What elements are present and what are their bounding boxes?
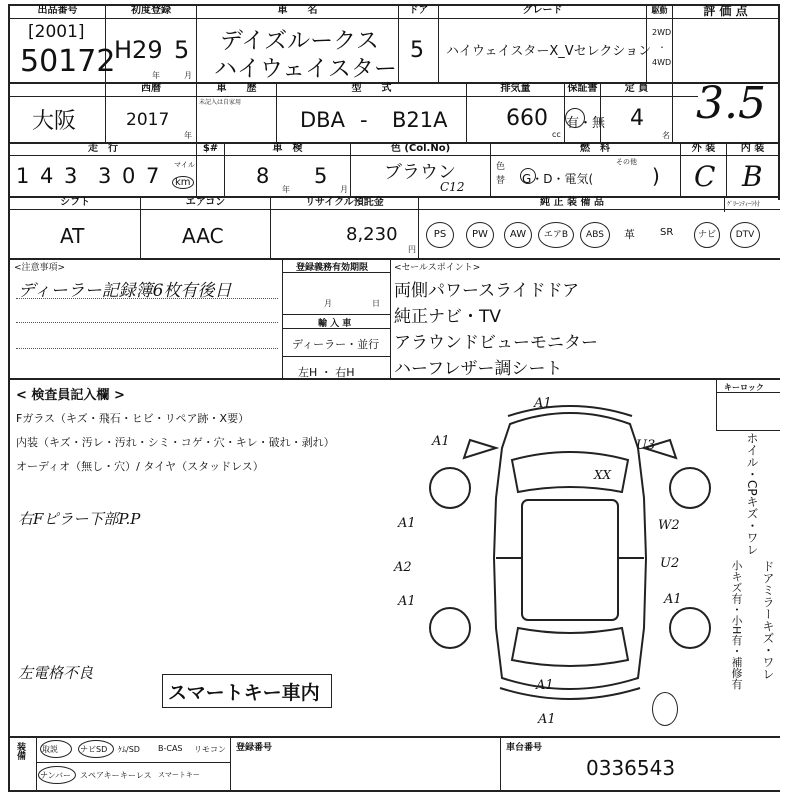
model-prefix: DBA <box>300 108 345 132</box>
mileage-label: 走 行 <box>88 143 118 154</box>
drive-2wd: 2WD <box>652 28 672 37</box>
interior-value: B <box>742 160 763 193</box>
equipment-pw: PW <box>466 222 494 248</box>
shift-label: シフト <box>60 197 90 208</box>
footer-item: ナビSD <box>80 745 108 754</box>
fuel-other-label: その他 <box>616 158 637 166</box>
equipment-aw: AW <box>504 222 532 248</box>
damage-mark: W2 <box>658 518 680 533</box>
mileage-digit: 3 <box>98 164 112 188</box>
color-label: 色 (Col.No) <box>390 143 451 154</box>
notes-label: <注意事項> <box>14 263 66 273</box>
sales-point: 両側パワースライドドア <box>394 281 580 301</box>
year-unit: 年 <box>152 71 160 80</box>
sales-point: ハーフレザー調シート <box>394 359 563 379</box>
mileage-digit: 7 <box>146 164 160 188</box>
footer-item: スマートキー <box>158 771 200 779</box>
capacity-label: 定 員 <box>624 83 649 94</box>
chassis-label: 車台番号 <box>506 743 543 753</box>
displacement-value: 660 <box>506 106 548 131</box>
damage-mark: A1 <box>534 396 552 411</box>
turbo-label: ｸﾞﾘｰﾝﾃｨｰﾗ付 <box>727 201 761 208</box>
inspector-label: < 検査員記入欄 > <box>16 388 125 403</box>
grade-value: ハイウェイスターX_Vセレクション <box>446 44 652 59</box>
displacement-label: 排気量 <box>500 83 531 94</box>
smart-key-stamp: スマートキー車内 <box>168 682 320 704</box>
side-note-wheel: ホイル・CPキズ・ワレ <box>745 432 759 556</box>
sales-point: アラウンドビューモニター <box>394 333 598 353</box>
fuel-options: G・D・電気( <box>522 172 594 186</box>
import-side: 左H ・ 右H <box>298 366 355 379</box>
car-damage-diagram <box>400 388 740 730</box>
damage-mark: XX <box>594 468 612 482</box>
car-name-line1: デイズルークス <box>220 28 379 54</box>
footer-item: リモコン <box>194 745 226 754</box>
damage-mark: A1 <box>398 516 416 531</box>
ac-label: エアコン <box>185 197 226 208</box>
side-note-scratches: 小キズ有・小H有・補修有 <box>730 560 743 690</box>
mileage-digit: 4 <box>40 164 54 188</box>
color-code: C12 <box>440 180 465 194</box>
equipment-dtv: DTV <box>730 222 760 248</box>
history-note: 未記入は自家用 <box>199 99 242 106</box>
rating-label: 評 価 点 <box>703 4 748 18</box>
model-label: 型 式 <box>351 83 392 94</box>
import-dealer: ディーラー・並行 <box>292 338 380 351</box>
sales-label: <セールスポイント> <box>394 263 481 273</box>
notes-text: ディーラー記録簿6枚有後日 <box>18 281 232 301</box>
interior-label: 内 装 <box>740 143 765 154</box>
first-reg-era-year: H29 <box>114 36 163 64</box>
lot-label: 出品番号 <box>37 5 78 16</box>
inspection-label: 車 検 <box>272 143 303 154</box>
mileage-digit: 1 <box>16 164 32 188</box>
ac-value: AAC <box>182 224 224 248</box>
color-value: ブラウン <box>384 162 456 183</box>
damage-mark: A1 <box>538 712 556 727</box>
lot-prefix: [2001] <box>28 22 85 42</box>
doors-label: ドア <box>408 5 429 16</box>
inspection-month: 5 <box>314 164 328 188</box>
footer-item: スペアキー <box>80 771 120 780</box>
shift-value: AT <box>60 224 85 248</box>
equipment-label: 純 正 装 備 品 <box>540 197 604 208</box>
auction-sheet: 出品番号 [2001] 50172 初度登録 H29 5 年 月 車 名 デイズルークス ハイウェイスター ドア 5 グレード ハイウェイスターX_Vセレクション 駆動 2WD ・ 4WD 評 価 点 3.5 大阪 西暦 2017 年 車 歴 未記入は自家用 型 式 DBA - B21A 排気量 660 cc 保証書 有・無 定 員 4 名 走 行 1 4 3 3 0 7 マイル km $# 車 検 8 年 5 月 色 (Col.No) ブラウン C12 色替 燃 料 G・D・電気( その他 ) 外 装 C 内 装 B シフト AT エアコン AAC リサイクル預託金 8,230 円 純 正 装 備 品 ｸﾞﾘｰﾝﾃｨｰﾗ付 PS PW AW エアB ABS 革 SR ナビ DTV <注意事項> ディーラー記録簿6枚有後日 登録義務有効期限 月 日 輸 入 車 ディーラー・並行 左H ・ 右H <セールスポイント> 両側パワースライドドア 純正ナビ・TV アラウンドビューモニター ハーフレザー調シート < 検査員記入欄 > Fガラス（キズ・飛石・ヒビ・リペア跡・X要） 内装（キズ・汚レ・汚れ・シミ・コゲ・穴・キレ・破れ・剥れ） オーディオ（無し・穴）/ タイヤ（スタッドレス） 右Fピラー下部P.P 左電格不良 スマートキー車内 キーロック ホイル・CPキズ・ワレ ドアミラーキズ・ワレ 小キズ有・小H有・補修有 A1 A1 U3 XX A1 W2 A2 U2 A1 A1 A1 A1 装備 取説 ナビSD ｹﾑ/SD B-CAS リモコン ナンバー スペアキー キーレス スマートキー 登録番号 車台番号 0336543 <box>0 0 800 800</box>
warranty-value: 有・無 <box>566 116 606 131</box>
fuel-label: 燃 料 <box>580 143 610 154</box>
year-label: 西暦 <box>141 83 161 94</box>
capacity-value: 4 <box>630 106 644 131</box>
lot-number: 50172 <box>20 44 116 79</box>
year-ad: 2017 <box>126 110 170 130</box>
exterior-value: C <box>694 160 716 193</box>
equipment-leather: 革 <box>624 228 635 241</box>
damage-mark: A2 <box>394 560 412 575</box>
footer-item: 取説 <box>42 745 58 754</box>
damage-mark: A1 <box>664 592 682 607</box>
mileage-unit-km: km <box>172 176 194 189</box>
model-code: B21A <box>392 108 448 132</box>
damage-mark: A1 <box>432 434 450 449</box>
footer-item: キーレス <box>120 771 152 780</box>
odo-label: $# <box>202 143 219 154</box>
exterior-label: 外 装 <box>691 143 716 154</box>
equipment-ps: PS <box>426 222 454 248</box>
footer-item: ｹﾑ/SD <box>118 745 140 754</box>
check-audio: オーディオ（無し・穴）/ タイヤ（スタッドレス） <box>16 460 264 473</box>
footer-item: ナンバー <box>40 771 72 780</box>
doors-value: 5 <box>410 38 424 63</box>
car-name-label: 車 名 <box>277 5 318 16</box>
damage-mark: A1 <box>398 594 416 609</box>
import-label: 輸 入 車 <box>318 319 352 329</box>
hand-note-pillar: 右Fピラー下部P.P <box>18 510 141 528</box>
mileage-unit-mile: マイル <box>174 161 195 169</box>
mileage-digit: 0 <box>122 164 136 188</box>
warranty-label: 保証書 <box>567 83 598 94</box>
location: 大阪 <box>32 109 77 134</box>
equipment-sr: SR <box>660 227 674 238</box>
check-interior: 内装（キズ・汚レ・汚れ・シミ・コゲ・穴・キレ・破れ・剥れ） <box>16 436 335 449</box>
mileage-digit: 3 <box>64 164 78 188</box>
hand-note-mirror: 左電格不良 <box>18 664 94 682</box>
equipment-airbag: エアB <box>538 222 574 248</box>
keylock-label: キーロック <box>724 383 764 392</box>
footer-reg-label: 登録番号 <box>236 743 273 753</box>
drive-4wd: 4WD <box>652 58 672 67</box>
drive-label: 駆動 <box>651 6 668 15</box>
damage-mark: A1 <box>536 678 554 693</box>
side-note-mirror: ドアミラーキズ・ワレ <box>761 560 775 680</box>
rating-value: 3.5 <box>696 78 766 129</box>
equipment-navi: ナビ <box>694 222 720 248</box>
damage-mark: U2 <box>660 556 680 571</box>
first-reg-label: 初度登録 <box>131 5 171 16</box>
footer-side-label: 装備 <box>15 742 25 760</box>
damage-mark: U3 <box>636 438 656 453</box>
recycle-label: リサイクル預託金 <box>305 197 384 208</box>
first-reg-month: 5 <box>174 36 190 64</box>
month-unit: 月 <box>184 71 192 80</box>
history-label: 車 歴 <box>216 83 257 94</box>
color-change-label: 色替 <box>496 162 506 186</box>
grade-label: グレード <box>522 5 563 16</box>
car-name-line2: ハイウェイスター <box>214 56 397 82</box>
footer-item: B-CAS <box>158 744 183 753</box>
sales-point: 純正ナビ・TV <box>394 307 502 327</box>
check-glass: Fガラス（キズ・飛石・ヒビ・リペア跡・X要） <box>16 412 250 425</box>
reg-valid-label: 登録義務有効期限 <box>296 263 369 273</box>
equipment-abs: ABS <box>580 222 610 248</box>
inspection-year: 8 <box>256 164 270 188</box>
chassis-number: 0336543 <box>586 756 676 780</box>
recycle-value: 8,230 <box>346 224 398 245</box>
